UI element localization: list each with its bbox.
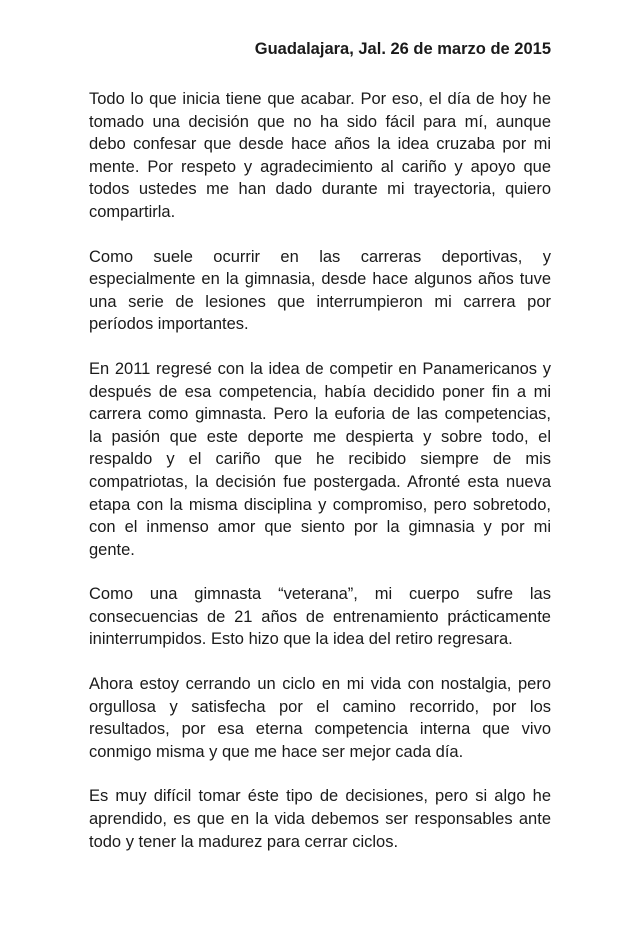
date-line: Guadalajara, Jal. 26 de marzo de 2015 xyxy=(254,40,551,58)
letter-document xyxy=(89,38,551,853)
paragraph-decision: Es muy difícil tomar éste tipo de decisiones, pero si algo he aprendido, es que en la vida debemos ser responsables ante todo y tener la madurez para cerrar ciclos. xyxy=(89,787,551,851)
paragraph-injuries: Como suele ocurrir en las carreras deportivas, y especialmente en la gimnasia, desde hace algunos años tuve una serie de lesiones que interrumpieron mi carrera por períodos importantes. xyxy=(89,247,551,334)
paragraph-veteran: Como una gimnasta “veterana”, mi cuerpo sufre las consecuencias de 21 años de entrenamiento prácticamente ininterrumpidos. Esto hizo que la idea del retiro regresara. xyxy=(89,585,551,649)
paragraph-intro: Todo lo que inicia tiene que acabar. Por eso, el día de hoy he tomado una decisión que no ha sido fácil para mí, aunque debo confesar que desde hace años la idea cruzaba por mi mente. Por respeto y agradecimiento al cariño y apoyo que todos ustedes me han dado durante mi trayectoria, quiero compartirla. xyxy=(89,90,551,221)
paragraph-2011-return: En 2011 regresé con la idea de competir en Panamericanos y después de esa competencia, había decidido poner fin a mi carrera como gimnasta. Pero la euforia de las competencias, la pasión que este deporte me despierta y sobre todo, el respaldo y el cariño que he recibido siempre de mis compatriotas, la decisión fue postergada. Afronté esta nueva etapa con la misma disciplina y compromiso, pero sobretodo, con el inmenso amor que siento por la gimnasia y por mi gente. xyxy=(89,359,551,559)
paragraph-closing-cycle: Ahora estoy cerrando un ciclo en mi vida con nostalgia, pero orgullosa y satisfecha por el camino recorrido, por los resultados, por esa eterna competencia interna que vivo conmigo misma y que me hace ser mejor cada día. xyxy=(89,675,551,761)
